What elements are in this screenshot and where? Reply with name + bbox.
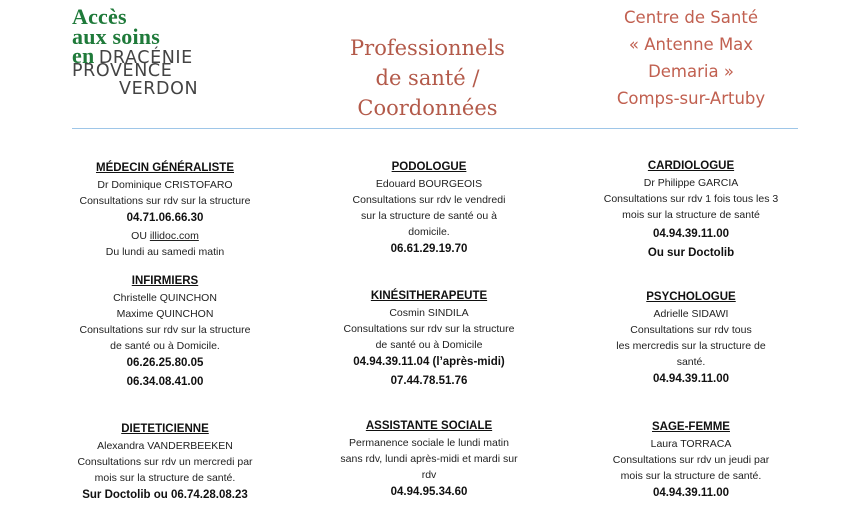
contact-line[interactable]: Sur Doctolib ou 06.74.28.08.23 [82, 489, 248, 501]
info-line: Consultations sur rdv un jeudi par [612, 454, 770, 466]
title-line-2: de santé / [375, 66, 480, 90]
info-line: domicile. [408, 226, 450, 238]
block-assistante-sociale [304, 418, 554, 502]
phone-number[interactable]: 04.94.39.11.04 [353, 356, 430, 368]
info-line: Consultations sur rdv sur la structure [343, 323, 515, 335]
practitioner-name: Christelle QUINCHON [113, 292, 217, 304]
logo-dracenie: DRACÉNIE [98, 48, 193, 68]
block-dieteticienne [40, 421, 290, 505]
heading: KINÉSITHERAPEUTE [370, 290, 488, 302]
info-line: de santé ou à Domicile. [110, 340, 220, 352]
phone-number[interactable]: 04.94.95.34.60 [390, 486, 468, 498]
phone-number[interactable]: 04.71.06.66.30 [126, 212, 204, 224]
heading: DIETETICIENNE [121, 423, 209, 435]
info-line: Consultations sur rdv le vendredi [352, 194, 506, 206]
info-line: les mercredis sur la structure de [616, 340, 766, 352]
logo-line-4: PROVENCE [72, 61, 173, 81]
practitioner-name: Dr Philippe GARCIA [643, 177, 739, 189]
info-line: Consultations sur rdv tous [630, 324, 752, 336]
block-cardiologue [566, 158, 816, 263]
block-psychologue [566, 289, 816, 389]
heading: ASSISTANTE SOCIALE [365, 420, 493, 432]
centre-line-2: « Antenne Max [628, 35, 754, 54]
header-divider [72, 128, 798, 129]
practitioner-name: Dr Dominique CRISTOFARO [97, 179, 233, 191]
phone-number[interactable]: 06.34.08.41.00 [126, 376, 204, 388]
page-title [320, 33, 535, 123]
doctolib-note: Ou sur Doctolib [647, 247, 735, 259]
phone-number[interactable]: 06.61.29.19.70 [390, 243, 468, 255]
hours: Du lundi au samedi matin [105, 246, 225, 258]
centre-line-1: Centre de Santé [624, 8, 758, 27]
heading: MÉDECIN GÉNÉRALISTE [95, 162, 234, 174]
practitioner-name: Laura TORRACA [650, 438, 732, 450]
title-line-1: Professionnels [350, 36, 505, 60]
phone-number[interactable]: 04.94.39.11.00 [652, 487, 730, 499]
logo-line-5: VERDON [119, 78, 199, 99]
header [0, 0, 860, 128]
phone-number[interactable]: 07.44.78.51.76 [390, 375, 468, 387]
alt-booking [40, 228, 290, 244]
alt-prefix: OU [131, 230, 150, 242]
heading: SAGE-FEMME [652, 421, 730, 433]
heading: PSYCHOLOGUE [646, 291, 736, 303]
title-line-3: Coordonnées [357, 96, 498, 120]
block-sage-femme [566, 419, 816, 503]
block-podologue [304, 159, 554, 259]
info-line: Consultations sur rdv sur la structure [79, 324, 251, 336]
logo-acces-aux-soins [72, 6, 198, 98]
practitioner-name: Cosmin SINDILA [389, 307, 469, 319]
practitioner-name: Maxime QUINCHON [116, 308, 214, 320]
info-line: sans rdv, lundi après-midi et mardi sur [340, 453, 518, 465]
info-line: sur la structure de santé ou à [361, 210, 497, 222]
info-line: Permanence sociale le lundi matin [349, 437, 509, 449]
practitioner-name: Alexandra VANDERBEEKEN [97, 440, 233, 452]
practitioner-name: Adrielle SIDAWI [653, 308, 729, 320]
heading: INFIRMIERS [131, 275, 199, 287]
info-line: mois sur la structure de santé. [620, 470, 762, 482]
block-kinesitherapeute [304, 288, 554, 391]
block-medecin-generaliste [40, 160, 290, 260]
info-line: Consultations sur rdv 1 fois tous les 3 [603, 193, 779, 205]
info-line: Consultations sur rdv sur la structure [79, 195, 251, 207]
phone-line [304, 353, 554, 372]
phone-number[interactable]: 04.94.39.11.00 [652, 373, 730, 385]
illidoc-link[interactable]: illidoc.com [149, 230, 199, 242]
centre-line-3: Demaria » [648, 62, 734, 81]
logo-en: en [72, 43, 95, 68]
phone-number[interactable]: 04.94.39.11.00 [652, 228, 730, 240]
info-line: Consultations sur rdv un mercredi par [77, 456, 253, 468]
centre-name [600, 4, 782, 112]
phone-number[interactable]: 06.26.25.80.05 [126, 357, 204, 369]
info-line: rdv [421, 469, 437, 481]
logo-line-2: aux soins [72, 24, 161, 49]
info-line: mois sur la structure de santé [622, 209, 760, 221]
info-line: santé. [676, 356, 706, 368]
info-line: de santé ou à Domicile [375, 339, 483, 351]
centre-line-4: Comps-sur-Artuby [616, 89, 766, 108]
practitioner-name: Edouard BOURGEOIS [375, 178, 483, 190]
info-line: mois sur la structure de santé. [94, 472, 236, 484]
heading: CARDIOLOGUE [647, 160, 735, 172]
logo-line-1: Accès [72, 4, 127, 29]
block-infirmiers [40, 273, 290, 392]
phone-note: (l’après-midi) [429, 356, 505, 368]
heading: PODOLOGUE [391, 161, 467, 173]
